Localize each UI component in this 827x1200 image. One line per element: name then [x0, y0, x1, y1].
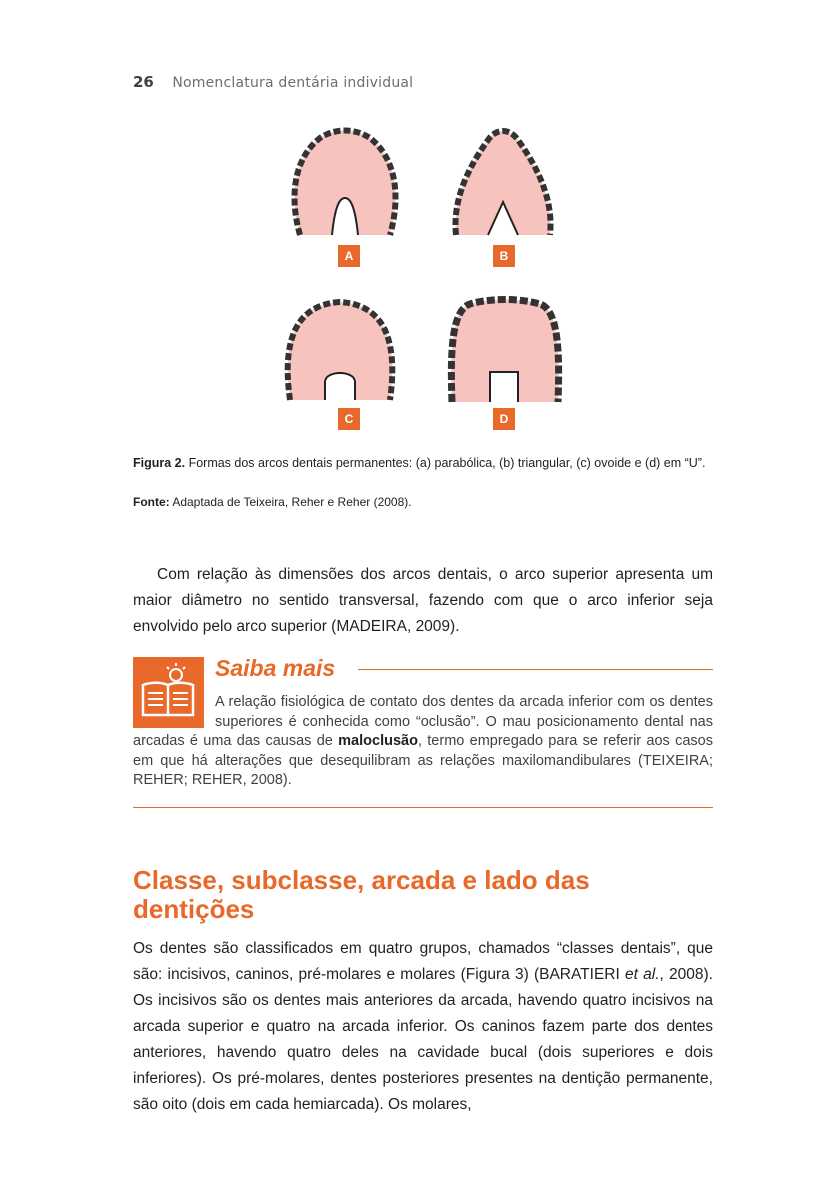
- arch-triangular-image: [438, 120, 568, 245]
- arch-ovoid-image: [275, 290, 405, 415]
- figure-label-b: B: [493, 245, 515, 267]
- saiba-mais-title: Saiba mais: [215, 655, 336, 681]
- caption-text: Formas dos arcos dentais permanentes: (a) parabólica, (b) triangular, (c) ovoide e (d) em “U”.: [185, 456, 706, 470]
- paragraph-arch-dimensions: Com relação às dimensões dos arcos dentais, o arco superior apresenta um maior diâmetro no sentido transversal, fazendo com que o arco inferior seja envolvido pelo arco superior (MADEIRA, 2009).: [133, 566, 713, 635]
- figure-label-c: C: [338, 408, 360, 430]
- saiba-mais-bottom-rule: [133, 807, 713, 808]
- page-number: 26: [133, 73, 154, 91]
- figure-label-d: D: [493, 408, 515, 430]
- maloclusao-term: maloclusão: [338, 733, 418, 749]
- saiba-mais-box: [133, 655, 713, 809]
- source-text: Adaptada de Teixeira, Reher e Reher (2008).: [169, 495, 412, 509]
- source-label: Fonte:: [133, 495, 170, 509]
- figure-label-a: A: [338, 245, 360, 267]
- saiba-mais-text: A relação fisiológica de contato dos dentes da arcada inferior com os dentes superiores é conhecida como “oclusão”. O mau posicionamento dental nas arcadas é uma das causas de maloclusão, termo empregado para se referir aos casos em que há alterações que desequilibram as relações maxilomandibulares (TEIXEIRA; REHER; REHER, 2008).: [133, 694, 713, 788]
- figure-source: [133, 495, 412, 509]
- page-header: [133, 73, 413, 91]
- saiba-mais-top-rule: [358, 669, 713, 670]
- paragraph-dental-classes: Os dentes são classificados em quatro grupos, chamados “classes dentais”, que são: incisivos, caninos, pré-molares e molares (Figura 3) (BARATIERI et al., 2008). Os incisivos são os dentes mais anteriores da arcada, havendo quatro incisivos na arcada superior e quatro na arcada inferior. Os caninos fazem parte dos dentes anteriores, havendo quatro deles na cavidade bucal (dois superiores e dois inferiores). Os pré-molares, dentes posteriores presentes na dentição permanente, são oito (dois em cada hemiarcada). Os molares,: [133, 940, 713, 1113]
- section-heading: Classe, subclasse, arcada e lado das dentições: [133, 865, 590, 924]
- running-title: Nomenclatura dentária individual: [172, 75, 414, 91]
- figure-caption: [133, 453, 718, 473]
- arch-u-shaped-image: [440, 290, 570, 415]
- arch-parabolic-image: [280, 120, 410, 245]
- caption-label: Figura 2.: [133, 456, 186, 470]
- dental-arch-figure: [270, 120, 580, 440]
